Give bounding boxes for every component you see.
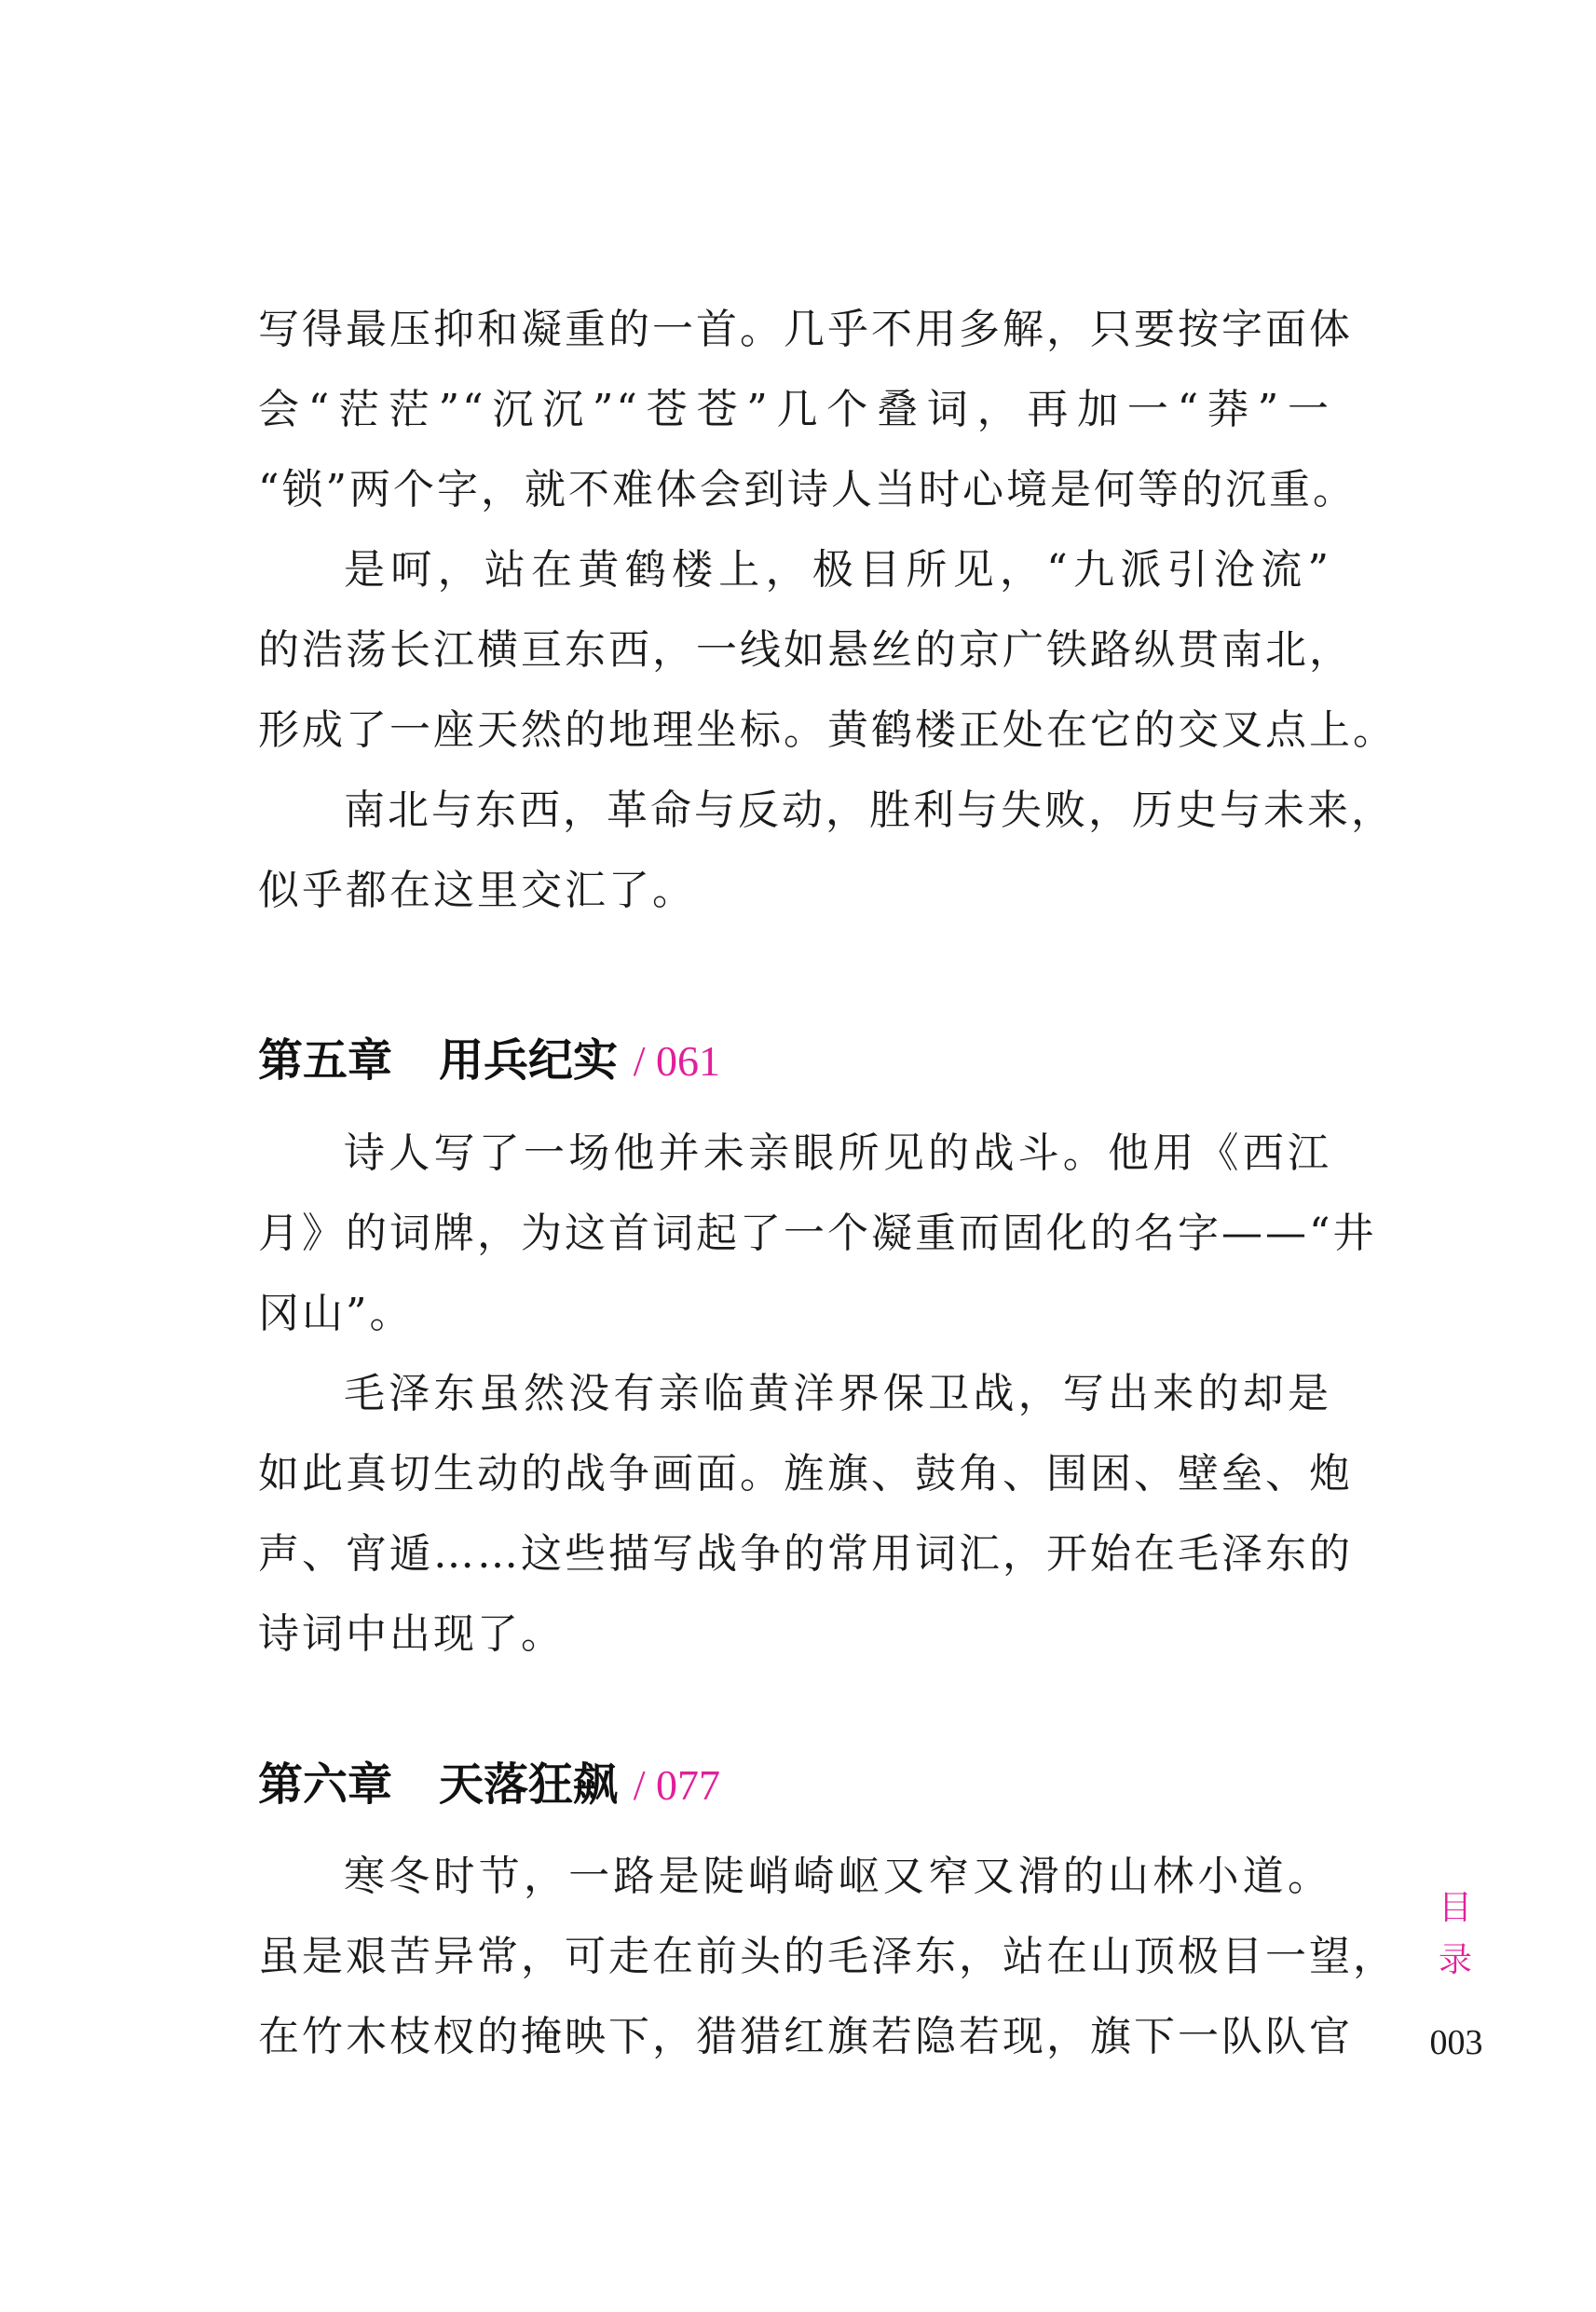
text-line: 似乎都在这里交汇了。	[258, 867, 696, 914]
chapter-title: 天落狂飙	[439, 1758, 619, 1811]
chapter-heading[interactable]	[258, 1031, 720, 1090]
text-line: 声、宵遁……这些描写战争的常用词汇，开始在毛泽东的	[258, 1530, 1353, 1578]
chapter-heading[interactable]	[258, 1755, 720, 1814]
text-line: 诗人写了一场他并未亲眼所见的战斗。他用《西江	[344, 1129, 1331, 1177]
toc-side-label	[1437, 1886, 1474, 1983]
text-line: “锁”两个字，就不难体会到诗人当时心境是何等的沉重。	[258, 466, 1357, 513]
text-line: 形成了一座天然的地理坐标。黄鹤楼正处在它的交叉点上。	[258, 706, 1397, 754]
chapter-page-ref[interactable]: / 061	[633, 1037, 721, 1085]
text-line: 虽是艰苦异常，可走在前头的毛泽东，站在山顶极目一望，	[258, 1933, 1397, 1980]
chapter-page-ref[interactable]: / 077	[633, 1761, 721, 1809]
toc-side-char: 目	[1438, 1889, 1472, 1927]
page-number: 003	[1429, 2023, 1483, 2062]
toc-side-char: 录	[1438, 1941, 1472, 1979]
text-line: 是呵，站在黄鹤楼上，极目所见，“九派引沧流”	[344, 546, 1331, 594]
text-line: 写得最压抑和凝重的一首。几乎不用多解，只要按字面体	[258, 306, 1353, 353]
text-line: 会“茫茫”“沉沉”“苍苍”几个叠词，再加一“莽”一	[258, 386, 1331, 433]
chapter-number: 第六章	[258, 1758, 393, 1811]
text-line: 诗词中出现了。	[258, 1610, 565, 1658]
text-line: 如此真切生动的战争画面。旌旗、鼓角、围困、壁垒、炮	[258, 1450, 1353, 1498]
chapter-title: 用兵纪实	[439, 1034, 619, 1087]
text-line: 的浩荡长江横亘东西，一线如悬丝的京广铁路纵贯南北，	[258, 626, 1353, 674]
text-line: 冈山”。	[258, 1290, 414, 1337]
text-line: 寒冬时节，一路是陡峭崎岖又窄又滑的山林小道。	[344, 1853, 1331, 1900]
text-line: 在竹木枝杈的掩映下，猎猎红旗若隐若现，旗下一队队官	[258, 2013, 1353, 2060]
text-line: 南北与东西，革命与反动，胜利与失败，历史与未来，	[344, 787, 1395, 834]
text-line: 月》的词牌，为这首词起了一个凝重而固化的名字——“井	[258, 1210, 1377, 1257]
chapter-number: 第五章	[258, 1034, 393, 1087]
text-line: 毛泽东虽然没有亲临黄洋界保卫战，写出来的却是	[344, 1370, 1331, 1417]
